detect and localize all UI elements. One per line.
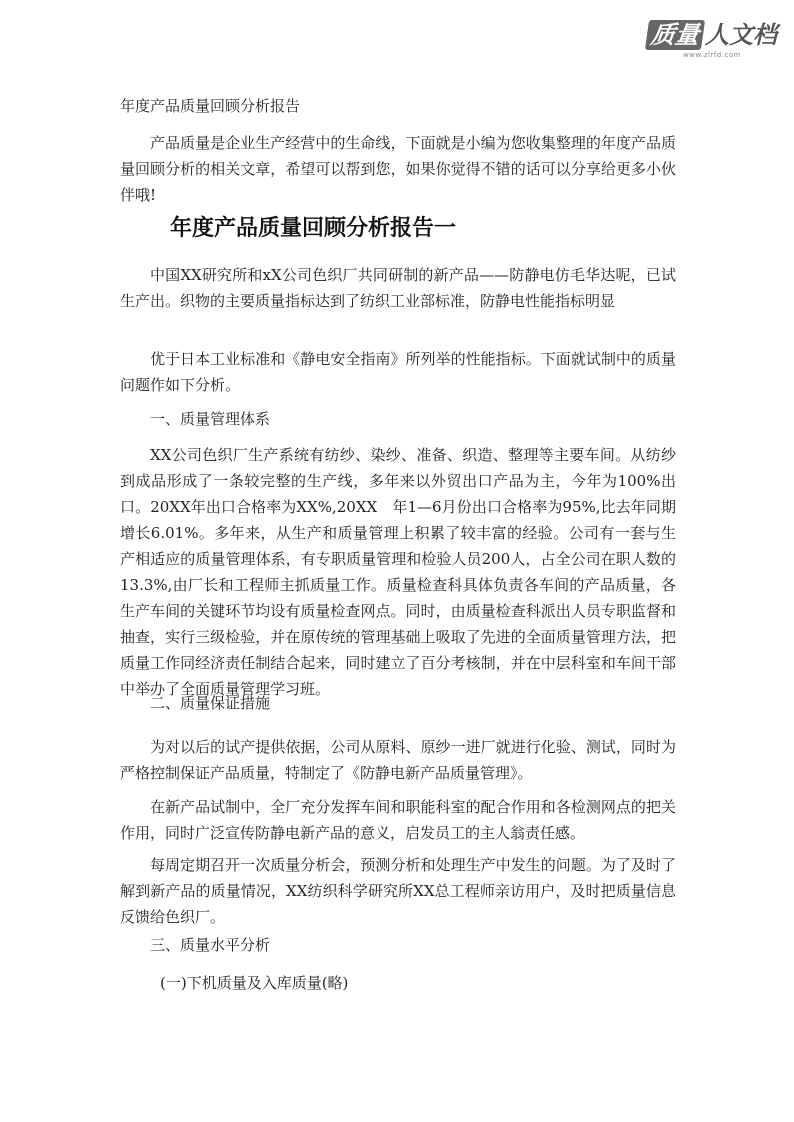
paragraph-1: 中国XX研究所和xX公司色织厂共同研制的新产品——防静电仿毛华达呢，已试生产出。织物的主要质量指标达到了纺织工业部标准，防静电性能指标明显 — [120, 266, 676, 310]
paragraph-4: 为对以后的试产提供依据，公司从原料、原纱一进厂就进行化验、测试，同时为严格控制保证产品质量，特制定了《防静电新产品质量管理》。 — [120, 738, 676, 782]
section-title-2: 二、质量保证措施 — [150, 694, 271, 712]
logo-url: www.zlrfd.com — [683, 51, 741, 59]
logo-brand-text: 人文档 — [705, 21, 777, 49]
section-heading: 年度产品质量回顾分析报告一 — [170, 216, 457, 241]
document-title: 年度产品质量回顾分析报告 — [120, 97, 301, 115]
paragraph-6: 每周定期召开一次质量分析会，预测分析和处理生产中发生的问题。为了及时了解到新产品的质量情况，XX纺织科学研究所XX总工程师亲访用户，及时把质量信息反馈给色织厂。 — [120, 856, 676, 926]
section-title-3: 三、质量水平分析 — [150, 936, 271, 954]
logo-brand-box: 质量 — [645, 20, 705, 50]
section-title-1: 一、质量管理体系 — [150, 410, 271, 428]
logo-mark — [647, 20, 777, 50]
intro-paragraph: 产品质量是企业生产经营中的生命线，下面就是小编为您收集整理的年度产品质量回顾分析的相关文章，希望可以帮到您，如果你觉得不错的话可以分享给更多小伙伴哦! — [120, 134, 676, 204]
site-logo — [644, 20, 780, 66]
paragraph-3: XX公司色织厂生产系统有纺纱、染纱、准备、织造、整理等主要车间。从纺纱到成品形成了一条较完整的生产线，多年来以外贸出口产品为主，今年为100%出口。20XX年出口合格率为XX%,20XX 年1—6月份出口合格率为95%,比去年同期增长6.01%。多年来，从生产和质量管理上积累了较丰富的经验。公司有一套与生产相适应的质量管理体系，有专职质量管理和检验人员200人，占全公司在职人数的13.3%,由厂长和工程师主抓质量工作。质量检查科具体负责各车间的产品质量，各生产车间的关键环节均设有质量检查网点。同时，由质量检查科派出人员专职监督和抽查，实行三级检验，并在原传统的管理基础上吸取了先进的全面质量管理方法，把质量工作同经济责任制结合起来，同时建立了百分考核制，并在中层科室和车间干部中举办了全面质量管理学习班。 — [120, 446, 676, 698]
paragraph-5: 在新产品试制中，全厂充分发挥车间和职能科室的配合作用和各检测网点的把关作用，同时广泛宣传防静电新产品的意义，启发员工的主人翁责任感。 — [120, 798, 676, 842]
subsection-title-1: (一)下机质量及入库质量(略) — [160, 974, 349, 992]
paragraph-2: 优于日本工业标准和《静电安全指南》所列举的性能指标。下面就试制中的质量问题作如下分析。 — [120, 350, 676, 394]
